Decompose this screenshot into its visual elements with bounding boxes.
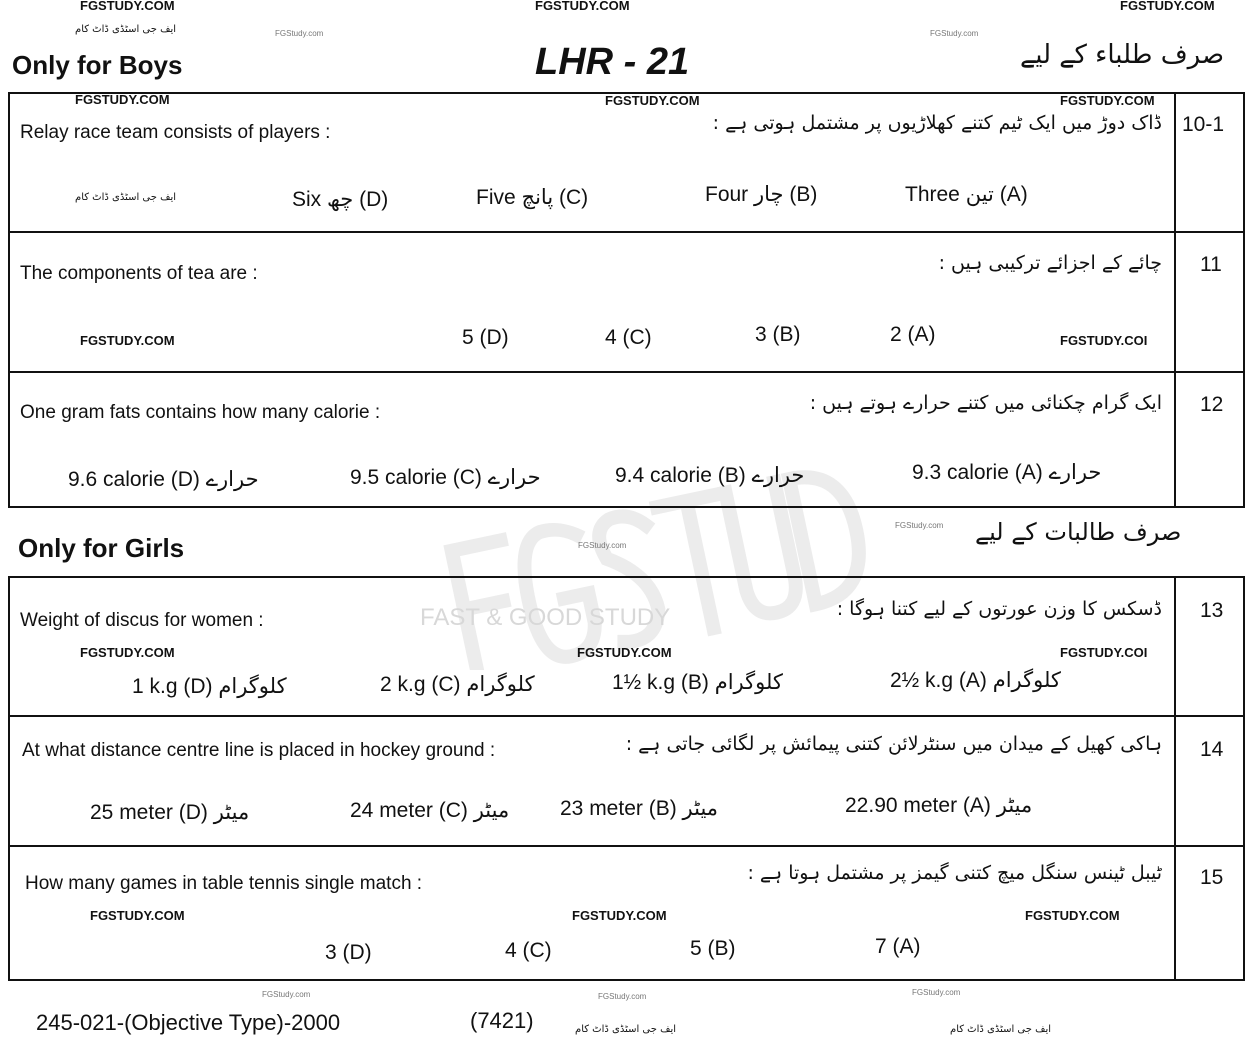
option-a: Three تین (A)	[905, 183, 1028, 206]
question-number: 11	[1200, 253, 1222, 276]
watermark-small: FGStudy.com	[275, 29, 324, 38]
watermark: FGSTUDY.COM	[75, 92, 170, 107]
boys-questions-table	[8, 92, 1245, 508]
watermark: FGSTUDY.COM	[1120, 0, 1215, 13]
number-column	[1174, 578, 1176, 979]
option-a: 2 (A)	[890, 323, 936, 346]
urdu-watermark: ایف جی اسٹڈی ڈاٹ کام	[950, 1024, 1052, 1035]
question-number: 15	[1200, 866, 1224, 889]
serial-number: (7421)	[470, 1008, 534, 1033]
number-column	[1174, 94, 1176, 506]
option-b: Four چار (B)	[705, 183, 818, 206]
option-c: 4 (C)	[605, 326, 652, 349]
background-watermark-tagline: FAST & GOOD STUDY	[420, 604, 671, 631]
question-urdu: چائے کے اجزائے ترکیبی ہیں :	[938, 252, 1162, 274]
option-a: 2½ k.g (A) کلوگرام	[890, 669, 1061, 692]
question-number: 14	[1200, 738, 1224, 761]
row-divider	[10, 845, 1243, 847]
girls-section-title-urdu: صرف طالبات کے لیے	[975, 518, 1182, 546]
urdu-watermark: ایف جی اسٹڈی ڈاٹ کام	[75, 24, 177, 35]
option-a: 9.3 calorie (A) حرارے	[912, 461, 1102, 484]
option-d: 1 k.g (D) کلوگرام	[132, 675, 287, 698]
watermark: FGSTUDY.COM	[605, 93, 700, 108]
option-b: 5 (B)	[690, 937, 736, 960]
watermark-small: FGStudy.com	[912, 988, 961, 997]
question-number: 10-1	[1182, 113, 1225, 136]
girls-section-title: Only for Girls	[18, 533, 185, 563]
question-urdu: ڈاک دوڑ میں ایک ٹیم کتنے کھلاڑیوں پر مشتمل ہوتی ہے :	[712, 112, 1162, 134]
option-d: 5 (D)	[462, 326, 509, 349]
question-english: How many games in table tennis single match :	[25, 873, 423, 894]
option-c: Five پانچ (C)	[476, 186, 589, 209]
option-b: 1½ k.g (B) کلوگرام	[612, 671, 783, 694]
option-b: 23 meter (B) میٹر	[560, 797, 719, 820]
question-urdu: ہاکی کھیل کے میدان میں سنٹرلائن کتنی پیمائش پر لگائی جاتی ہے :	[625, 733, 1162, 755]
question-number: 12	[1200, 393, 1224, 416]
question-english: Weight of discus for women :	[20, 610, 264, 631]
question-english: The components of tea are :	[20, 263, 258, 284]
question-english: At what distance centre line is placed in hockey ground :	[22, 740, 496, 761]
urdu-watermark: ایف جی اسٹڈی ڈاٹ کام	[575, 1024, 677, 1035]
watermark: FGSTUDY.COM	[80, 645, 175, 660]
watermark-small: FGStudy.com	[262, 990, 311, 999]
watermark: FGSTUDY.COM	[90, 908, 185, 923]
watermark: FGSTUDY.COM	[572, 908, 667, 923]
watermark-small: FGStudy.com	[578, 541, 627, 550]
question-urdu: ڈسکس کا وزن عورتوں کے لیے کتنا ہوگا :	[836, 598, 1162, 620]
watermark: FGSTUDY.COM	[577, 645, 672, 660]
option-c: 9.5 calorie (C) حرارے	[350, 466, 541, 489]
row-divider	[10, 231, 1243, 233]
option-d: 9.6 calorie (D) حرارے	[68, 468, 259, 491]
handwritten-code: LHR - 21	[535, 41, 690, 83]
option-c: 2 k.g (C) کلوگرام	[380, 673, 535, 696]
watermark: FGSTUDY.COM	[535, 0, 630, 13]
option-b: 9.4 calorie (B) حرارے	[615, 464, 805, 487]
question-english: One gram fats contains how many calorie :	[20, 402, 381, 423]
option-b: 3 (B)	[755, 323, 801, 346]
option-d: 3 (D)	[325, 941, 372, 964]
option-d: 25 meter (D) میٹر	[90, 801, 250, 824]
watermark: FGSTUDY.COM	[80, 0, 175, 13]
row-divider	[10, 715, 1243, 717]
watermark-small: FGStudy.com	[598, 992, 647, 1001]
option-d: Six چھ (D)	[292, 188, 389, 211]
urdu-watermark: ایف جی اسٹڈی ڈاٹ کام	[75, 192, 177, 203]
boys-section-title: Only for Boys	[12, 50, 183, 80]
watermark: FGSTUDY.COM	[80, 333, 175, 348]
option-c: 24 meter (C) میٹر	[350, 799, 510, 822]
boys-section-title-urdu: صرف طلباء کے لیے	[1020, 40, 1225, 70]
paper-code: 245-021-(Objective Type)-2000	[36, 1010, 341, 1035]
question-urdu: ٹیبل ٹینس سنگل میچ کتنی گیمز پر مشتمل ہوتا ہے :	[747, 862, 1162, 884]
question-english: Relay race team consists of players :	[20, 122, 331, 143]
watermark: FGSTUDY.COI	[1060, 645, 1148, 660]
watermark: FGSTUDY.COI	[1060, 333, 1148, 348]
question-number: 13	[1200, 599, 1224, 622]
question-urdu: ایک گرام چکنائی میں کتنے حرارے ہوتے ہیں :	[809, 392, 1162, 414]
row-divider	[10, 371, 1243, 373]
option-c: 4 (C)	[505, 939, 552, 962]
watermark: FGSTUDY.COM	[1025, 908, 1120, 923]
watermark-small: FGStudy.com	[895, 521, 944, 530]
option-a: 22.90 meter (A) میٹر	[845, 794, 1033, 817]
watermark-small: FGStudy.com	[930, 29, 979, 38]
watermark: FGSTUDY.COM	[1060, 93, 1155, 108]
option-a: 7 (A)	[875, 935, 921, 958]
